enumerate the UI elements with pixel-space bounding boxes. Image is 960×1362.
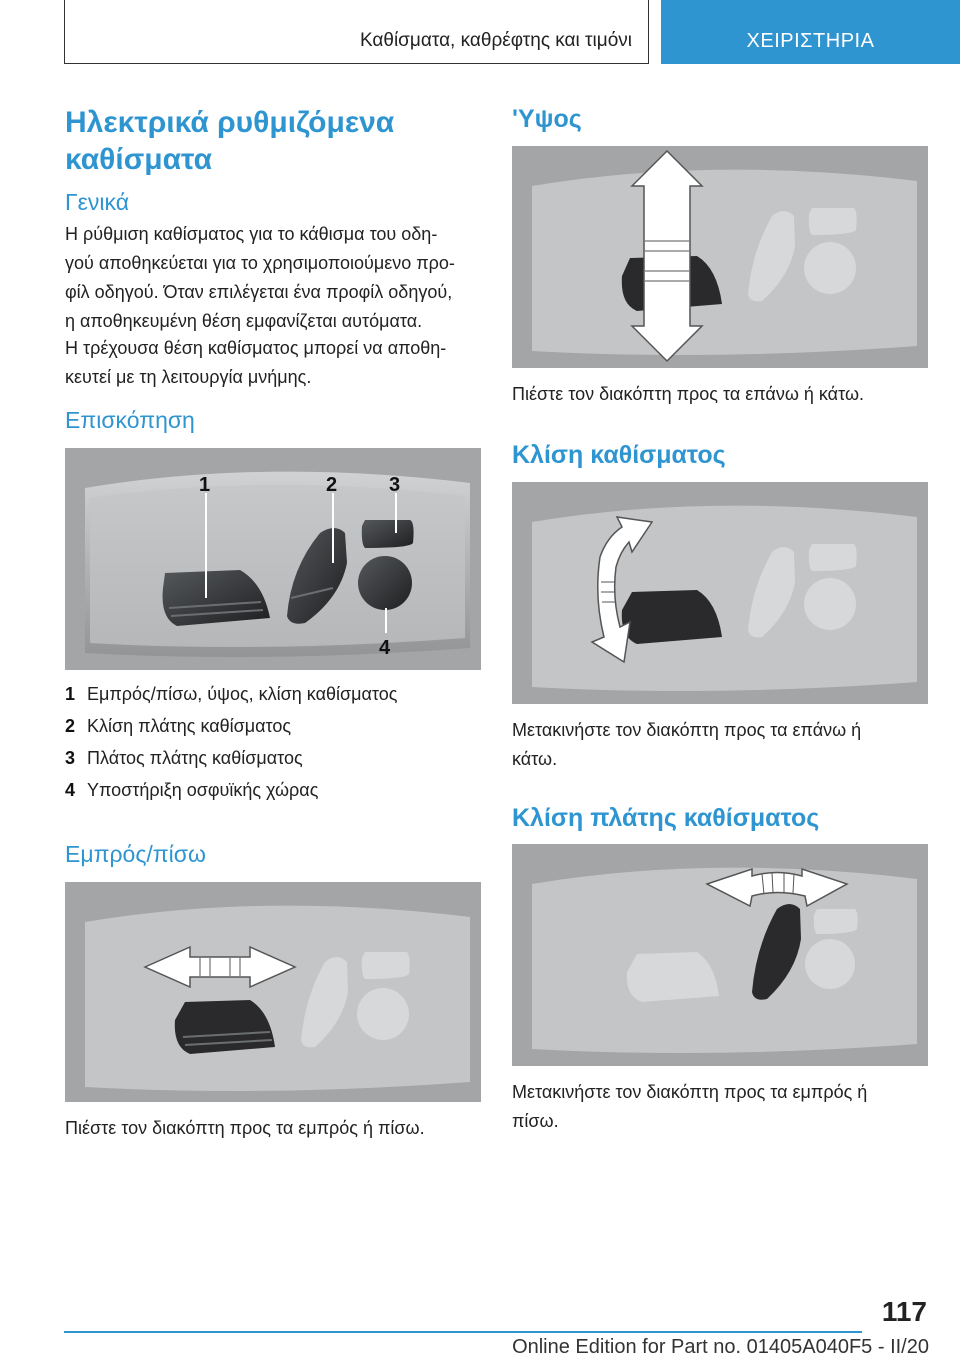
forward-back-text: Πιέστε τον διακόπτη προς τα εμπρός ή πίσω.: [65, 1118, 425, 1138]
height-image: [512, 146, 928, 368]
text-line: γού αποθηκεύεται για το χρησιμοποιούμενο προ-: [65, 253, 455, 273]
right-column: [512, 100, 928, 1150]
legend-item: [65, 746, 303, 770]
height-text: Πιέστε τον διακόπτη προς τα επάνω ή κάτω.: [512, 384, 865, 404]
seat-tilt-text: [512, 716, 861, 774]
callout-1: 1: [199, 474, 211, 496]
general-paragraph-1: [65, 220, 455, 336]
legend-text: Υποστήριξη οσφυϊκής χώρας: [87, 780, 319, 800]
page-title: Ηλεκτρικά ρυθμιζόμενα καθίσματα: [65, 106, 395, 176]
heading-backrest-tilt: Κλίση πλάτης καθίσματος: [512, 804, 820, 832]
text-line: κευτεί με τη λειτουργία μνήμης.: [65, 367, 312, 387]
page-number: 117: [881, 1296, 927, 1327]
backrest-tilt-text: [512, 1078, 867, 1136]
text-line: Η ρύθμιση καθίσματος για το κάθισμα του οδη-: [65, 224, 438, 244]
forward-back-image: [65, 882, 481, 1102]
heading-general: Γενικά: [65, 189, 130, 215]
text-line: πίσω.: [512, 1111, 559, 1131]
general-paragraph-2: [65, 334, 446, 392]
heading-forward-back: Εμπρός/πίσω: [65, 841, 206, 867]
legend-number: 2: [65, 716, 76, 736]
section-tab-label: ΧΕΙΡΙΣΤΗΡΙΑ: [746, 30, 875, 52]
running-header: [64, 0, 649, 64]
seat-tilt-image: [512, 482, 928, 704]
text-line: Η τρέχουσα θέση καθίσματος μπορεί να αποθη-: [65, 338, 447, 358]
heading-height: 'Υψος: [512, 105, 582, 133]
legend-number: 4: [65, 780, 76, 800]
legend-number: 1: [65, 684, 76, 704]
text-line: φίλ οδηγού. Όταν επιλέγεται ένα προφίλ οδηγού,: [65, 282, 453, 302]
text-line: η αποθηκευμένη θέση εμφανίζεται αυτόματα.: [65, 311, 423, 331]
overview-image: [65, 448, 481, 670]
section-tab: [661, 0, 960, 64]
text-line: κάτω.: [512, 749, 558, 769]
legend-number: 3: [65, 748, 76, 768]
heading-overview: Επισκόπηση: [65, 407, 195, 433]
legend-text: Κλίση πλάτης καθίσματος: [87, 716, 292, 736]
footer-divider: [64, 1331, 862, 1333]
callout-3: 3: [389, 474, 401, 496]
legend-item: [65, 714, 291, 738]
backrest-tilt-image: [512, 844, 928, 1066]
edition-info: Online Edition for Part no. 01405A040F5 - II/20: [512, 1336, 929, 1358]
legend-text: Εμπρός/πίσω, ύψος, κλίση καθίσματος: [87, 684, 398, 704]
callout-2: 2: [326, 474, 338, 496]
callout-4: 4: [379, 637, 391, 659]
text-line: Μετακινήστε τον διακόπτη προς τα επάνω ή: [512, 720, 862, 740]
text-line: Μετακινήστε τον διακόπτη προς τα εμπρός ή: [512, 1082, 868, 1102]
legend-text: Πλάτος πλάτης καθίσματος: [87, 748, 303, 768]
heading-seat-tilt: Κλίση καθίσματος: [512, 441, 726, 469]
left-column: [65, 100, 481, 1150]
legend-item: [65, 682, 397, 706]
legend-item: [65, 778, 318, 802]
chapter-title: Καθίσματα, καθρέφτης και τιμόνι: [359, 30, 632, 51]
